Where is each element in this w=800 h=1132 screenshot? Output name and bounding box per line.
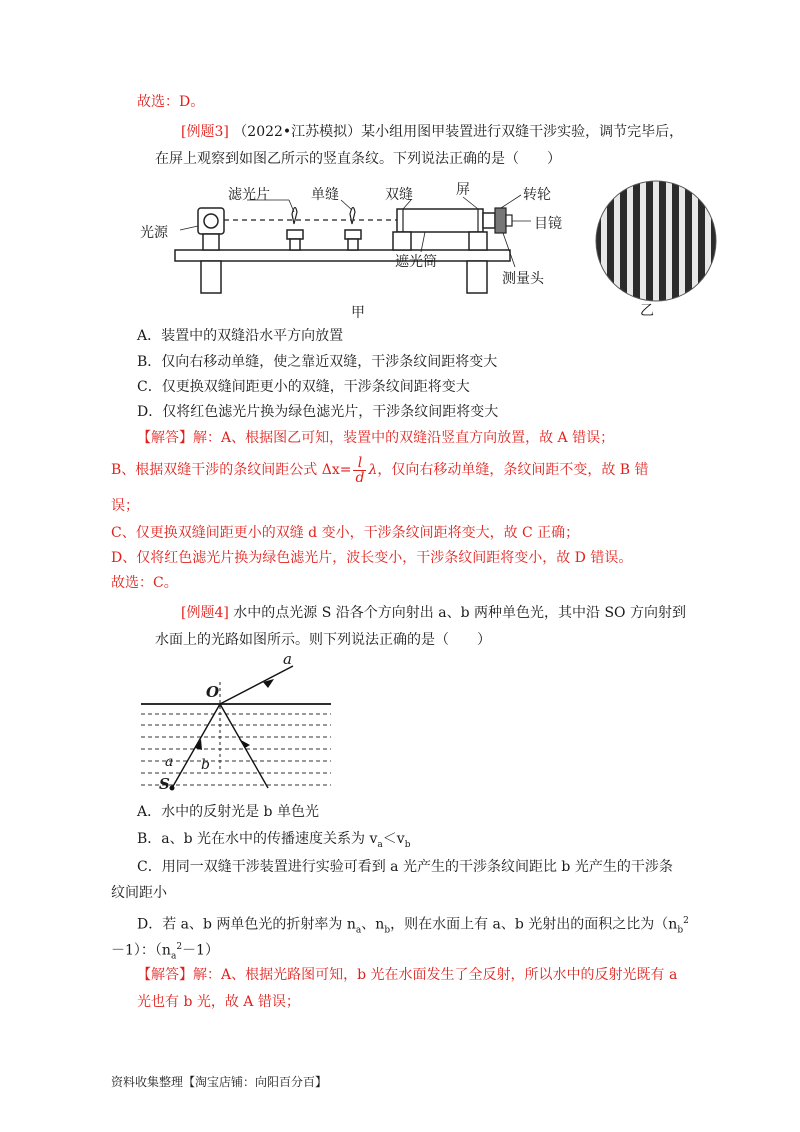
example3-option-c: C．仅更换双缝间距更小的双缝，干涉条纹间距将变大 xyxy=(137,379,470,395)
example4-tag: [例题4] xyxy=(181,605,229,621)
example4-solution-line2: 光也有 b 光，故 A 错误； xyxy=(137,994,300,1010)
example4-option-d-line2 xyxy=(111,937,219,966)
label-ray-a-low: a xyxy=(165,754,174,770)
leader-source xyxy=(180,226,198,230)
label-ray-b-low: b xyxy=(201,757,210,773)
light-source-stand xyxy=(203,234,219,250)
source-point xyxy=(170,786,175,791)
option-b-mid: ＜v xyxy=(382,831,405,847)
leader-wheel xyxy=(501,195,521,208)
option-d-mid: ，则在水面上有 a、b 光射出的面积之比为（n xyxy=(390,916,678,933)
label-figure-jia: 甲 xyxy=(351,305,365,321)
example3-stem-line1 xyxy=(181,122,683,142)
solution-b-post: ，仅向右移动单缝，条纹间距不变，故 B 错 xyxy=(377,462,649,478)
option-d-sep: 、n xyxy=(361,916,385,933)
option-d2-sub-a: a xyxy=(170,951,177,962)
label-double-slit: 双缝 xyxy=(385,187,413,203)
footer-note: 资料收集整理【淘宝店铺：向阳百分百】 xyxy=(111,1075,328,1089)
option-d-sub-b2: b xyxy=(677,925,684,936)
refracted-ray-a xyxy=(220,666,293,704)
label-measuring-head: 测量头 xyxy=(502,271,544,287)
tube-stand-left xyxy=(393,232,411,250)
label-light-source: 光源 xyxy=(140,225,168,241)
leader-filter-tip xyxy=(289,200,294,212)
example4-option-b xyxy=(137,829,410,855)
example3-solution-b-cont: 误； xyxy=(111,498,139,514)
double-slit-apparatus-figure xyxy=(135,172,575,322)
option-b-sub-b: b xyxy=(404,839,411,850)
label-tube: 遮光筒 xyxy=(395,254,437,270)
option-d-sub-b: b xyxy=(384,925,391,936)
option-b-pre: B．a、b 光在水中的传播速度关系为 v xyxy=(137,831,378,847)
example4-option-a: A．水中的反射光是 b 单色光 xyxy=(137,804,319,820)
filter-stand xyxy=(290,239,300,250)
example3-stem-text1: （2022•江苏模拟）某小组用图甲装置进行双缝干涉实验，调节完毕后， xyxy=(233,124,684,140)
leader-tube xyxy=(421,232,425,252)
light-shield-tube xyxy=(397,209,483,232)
label-source-S: S xyxy=(159,775,170,793)
option-d-sup-2: 2 xyxy=(683,916,689,926)
eyepiece xyxy=(506,215,512,226)
solution-b-pre: B、根据双缝干涉的条纹间距公式 Δx= xyxy=(111,462,352,478)
example3-solution-b xyxy=(111,450,649,490)
label-ray-a-top: a xyxy=(283,650,292,668)
option-d2-pre: －1）：（n xyxy=(111,942,171,959)
single-slit-holder xyxy=(345,230,361,239)
label-point-O: O xyxy=(206,683,220,701)
fringe-pattern-figure xyxy=(593,178,719,304)
example3-stem-line2: 在屏上观察到如图乙所示的竖直条纹。下列说法正确的是（ ） xyxy=(155,151,561,167)
example3-option-b: B．仅向右移动单缝，使之靠近双缝，干涉条纹间距将变大 xyxy=(137,354,498,370)
single-slit-element xyxy=(350,207,355,224)
label-figure-yi: 乙 xyxy=(640,303,654,319)
bench-leg-left xyxy=(201,261,221,293)
example4-option-c-line2: 纹间距小 xyxy=(111,885,167,901)
example3-answer: 故选：C。 xyxy=(111,575,178,591)
example4-stem-line2: 水面上的光路如图所示。则下列说法正确的是（ ） xyxy=(155,632,491,648)
label-eyepiece: 目镜 xyxy=(534,216,562,232)
turn-wheel xyxy=(495,208,506,233)
bench-leg-right xyxy=(467,261,487,293)
example4-solution-line1: 【解答】解：A、根据光路图可知，b 光在水面发生了全反射，所以水中的反射光既有 a xyxy=(137,967,678,983)
measuring-head xyxy=(483,213,495,228)
example4-option-d-line1 xyxy=(137,911,689,940)
example4-stem-line1 xyxy=(181,603,686,623)
example3-option-a: A．装置中的双缝沿水平方向放置 xyxy=(137,328,344,344)
example3-solution-d: D、仅将红色滤光片换为绿色滤光片，波长变小，干涉条纹间距将变小，故 D 错误。 xyxy=(111,550,633,566)
label-wheel: 转轮 xyxy=(523,187,551,203)
incident-ray xyxy=(172,704,220,788)
option-d-sub-a: a xyxy=(355,925,362,936)
label-screen: 屏 xyxy=(456,182,470,198)
single-slit-stand xyxy=(348,239,358,250)
fringe-stripes xyxy=(593,178,719,304)
option-d2-sup: 2 xyxy=(176,942,183,952)
option-d-pre: D．若 a、b 两单色光的折射率为 n xyxy=(137,916,356,933)
example3-solution-a: 【解答】解：A、根据图乙可知，装置中的双缝沿竖直方向放置，故 A 错误； xyxy=(137,430,615,446)
example4-option-c-line1: C．用同一双缝干涉装置进行实验可看到 a 光产生的干涉条纹间距比 b 光产生的干涉条 xyxy=(137,859,673,875)
light-source-lamp xyxy=(204,214,218,228)
fraction-numerator: l xyxy=(353,456,366,471)
option-d2-post: －1） xyxy=(182,942,219,959)
example4-stem-text1: 水中的点光源 S 沿各个方向射出 a、b 两种单色光，其中沿 SO 方向射到 xyxy=(233,605,686,621)
fraction-denominator: d xyxy=(355,469,365,486)
lambda-symbol: λ xyxy=(368,462,378,478)
previous-answer: 故选：D。 xyxy=(137,94,205,110)
example3-tag: [例题3] xyxy=(181,124,229,140)
example3-solution-c: C、仅更换双缝间距更小的双缝 d 变小，干涉条纹间距将变大，故 C 正确； xyxy=(111,525,580,541)
tube-stand-right xyxy=(469,232,487,250)
fringe-spacing-fraction xyxy=(353,456,366,485)
example3-option-d: D．仅将红色滤光片换为绿色滤光片，干涉条纹间距将变大 xyxy=(137,404,499,420)
filter-holder xyxy=(287,230,303,239)
optical-bench xyxy=(175,250,510,261)
leader-single-slit xyxy=(341,200,352,210)
label-single-slit: 单缝 xyxy=(311,187,339,203)
option-b-sub-a: a xyxy=(377,839,383,850)
label-filter: 滤光片 xyxy=(228,187,270,203)
reflected-arrow xyxy=(239,739,250,748)
